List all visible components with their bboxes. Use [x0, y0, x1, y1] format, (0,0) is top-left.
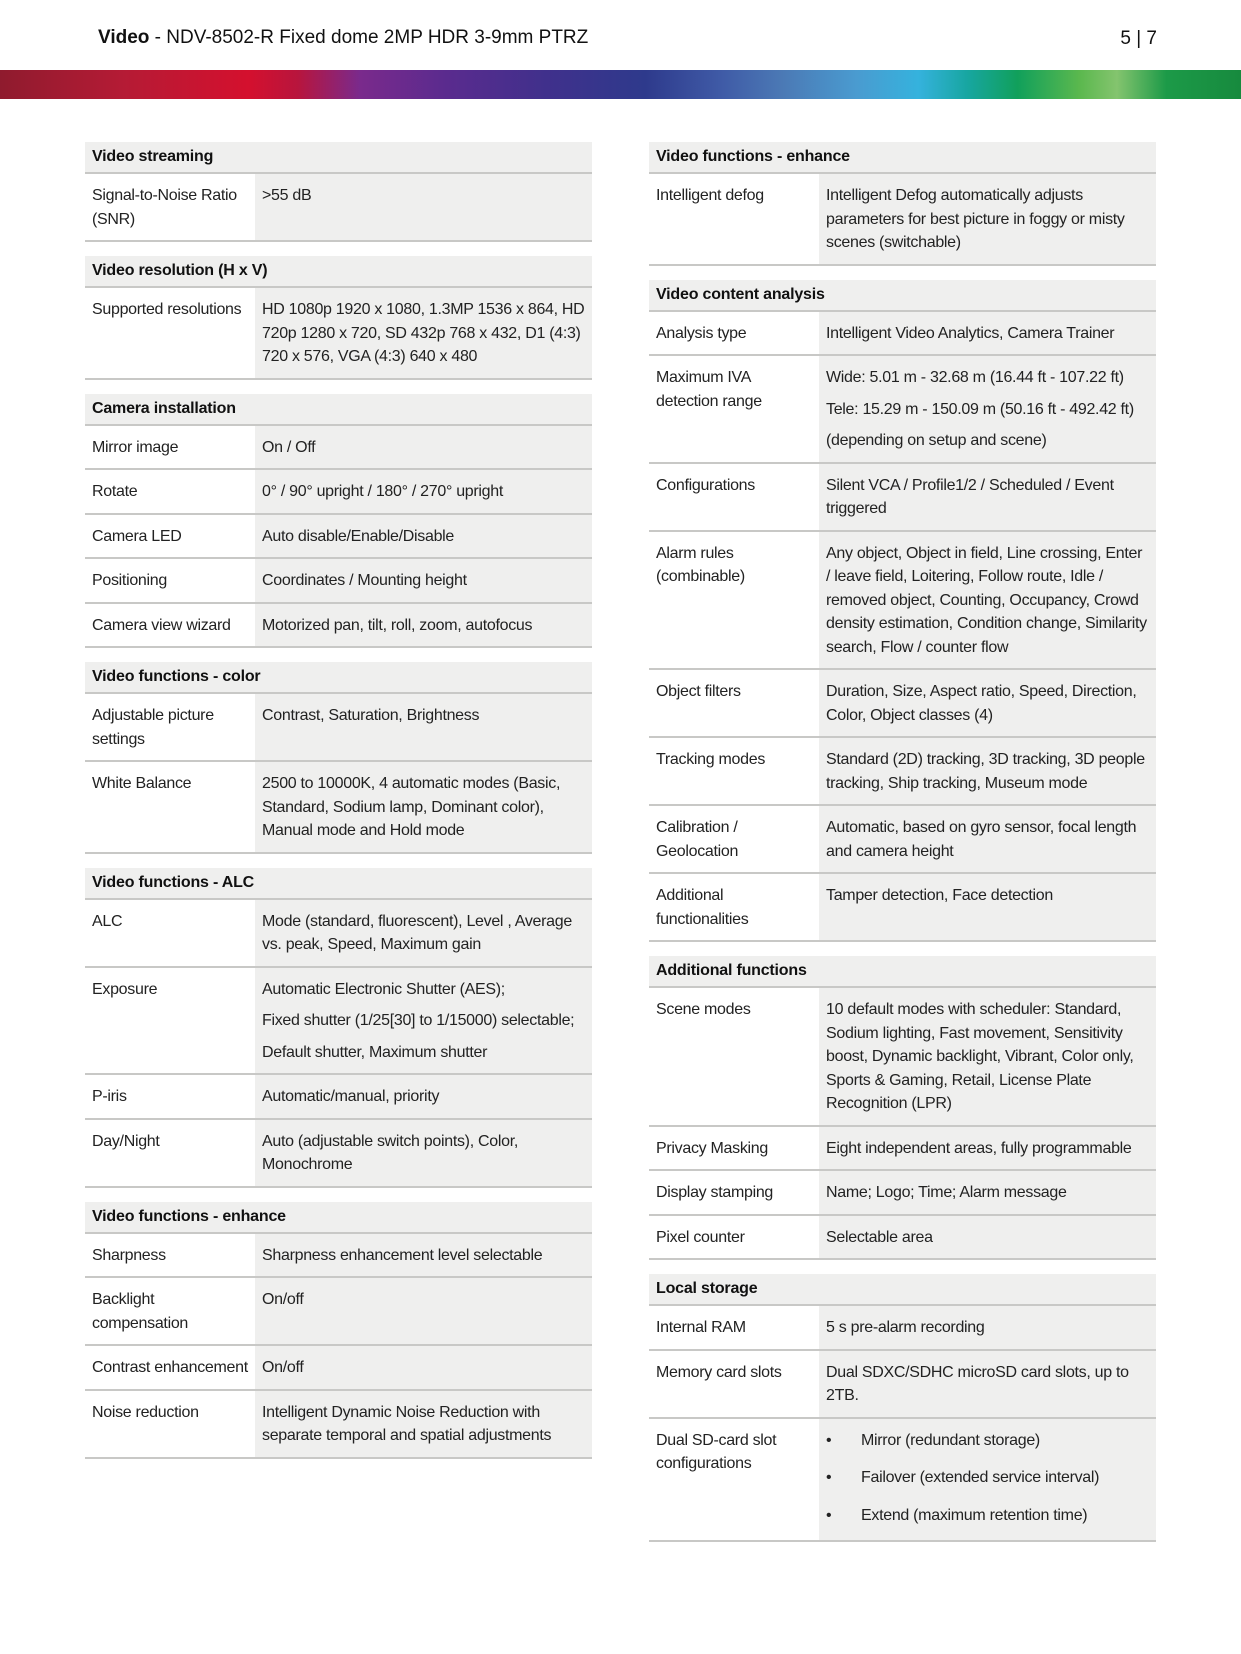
spec-label: Exposure — [85, 968, 255, 1074]
spec-value-line: 5 s pre-alarm recording — [826, 1319, 985, 1336]
spec-row-adjustable-picture-settings — [85, 694, 592, 762]
spec-row-maximum-iva-detection-range — [649, 356, 1156, 464]
spec-row-object-filters — [649, 670, 1156, 738]
section-heading: Local storage — [649, 1274, 1156, 1306]
spec-value-line: On/off — [262, 1359, 304, 1376]
spec-row-dual-sd-card-slot-configurations — [649, 1419, 1156, 1543]
spec-value-line: Auto (adjustable switch points), Color, Monochrome — [262, 1132, 518, 1173]
spec-value-line: Silent VCA / Profile1/2 / Scheduled / Event triggered — [826, 476, 1114, 517]
spec-value — [819, 356, 1156, 462]
spec-label: Calibration / Geolocation — [649, 806, 819, 872]
spec-value — [819, 874, 1156, 940]
bullet-item — [826, 1504, 1149, 1528]
spec-value — [819, 532, 1156, 669]
spec-row-day-night — [85, 1120, 592, 1188]
spec-section-video-streaming — [85, 142, 592, 242]
spec-label: Maximum IVA detection range — [649, 356, 819, 462]
document-title — [98, 27, 588, 49]
spec-value-line: Fixed shutter (1/25[30] to 1/15000) selectable; — [262, 1012, 575, 1029]
spec-value — [255, 762, 592, 852]
spec-label: Noise reduction — [85, 1391, 255, 1457]
spec-label: White Balance — [85, 762, 255, 852]
spec-label: Configurations — [649, 464, 819, 530]
spec-section-additional-functions — [649, 956, 1156, 1260]
spec-label: Rotate — [85, 470, 255, 513]
spec-label: P-iris — [85, 1075, 255, 1118]
spec-section-video-functions-alc — [85, 868, 592, 1188]
page-header — [0, 0, 1241, 70]
spec-value — [819, 670, 1156, 736]
spec-value — [255, 470, 592, 513]
spec-row-signal-to-noise-ratio-snr — [85, 174, 592, 242]
spec-value — [255, 1278, 592, 1344]
spec-label: Alarm rules (combinable) — [649, 532, 819, 669]
spec-row-privacy-masking — [649, 1127, 1156, 1172]
spec-value-line: Selectable area — [826, 1228, 933, 1246]
section-heading: Video functions - enhance — [649, 142, 1156, 174]
spec-label: Camera view wizard — [85, 604, 255, 647]
spec-row-rotate — [85, 470, 592, 515]
spec-row-exposure — [85, 968, 592, 1076]
spec-label: Contrast enhancement — [85, 1346, 255, 1389]
spec-row-positioning — [85, 559, 592, 604]
spec-value — [255, 604, 592, 647]
spec-row-memory-card-slots — [649, 1351, 1156, 1419]
spec-value-line: Mode (standard, fluorescent), Level , Average vs. peak, Speed, Maximum gain — [262, 912, 572, 953]
spec-label: Intelligent defog — [649, 174, 819, 264]
spec-label: Dual SD-card slot configurations — [649, 1419, 819, 1541]
spec-value — [255, 515, 592, 558]
spec-section-local-storage — [649, 1274, 1156, 1542]
spec-value — [255, 1391, 592, 1457]
section-heading: Additional functions — [649, 956, 1156, 988]
section-heading: Video content analysis — [649, 280, 1156, 312]
spec-label: Tracking modes — [649, 738, 819, 804]
spec-value — [819, 312, 1156, 355]
spec-value — [255, 1075, 592, 1118]
spec-value-line: HD 1080p 1920 x 1080, 1.3MP 1536 x 864, HD 720p 1280 x 720, SD 432p 768 x 432, D1 (4:3) 720 x 576, VGA (4:3) 640 x 480 — [262, 301, 585, 365]
bullet-text: Extend (maximum retention time) — [861, 1506, 1088, 1524]
spec-value-line: Name; Logo; Time; Alarm message — [826, 1184, 1067, 1201]
spec-row-alc — [85, 900, 592, 968]
spec-value-line: Eight independent areas, fully programmable — [826, 1139, 1132, 1157]
spec-value — [819, 1351, 1156, 1417]
spec-value-line: Sharpness enhancement level selectable — [262, 1246, 543, 1264]
spec-value-line: 2500 to 10000K, 4 automatic modes (Basic, Standard, Sodium lamp, Dominant color), Manual mode and Hold mode — [262, 775, 561, 839]
spec-value-line: >55 dB — [262, 187, 312, 204]
spec-row-tracking-modes — [649, 738, 1156, 806]
spec-value-line: Contrast, Saturation, Brightness — [262, 707, 480, 724]
spec-value — [255, 1346, 592, 1389]
spec-value-line: Intelligent Defog automatically adjusts parameters for best picture in foggy or misty scenes (switchable) — [826, 187, 1125, 251]
spec-label: Positioning — [85, 559, 255, 602]
spec-label: Backlight compensation — [85, 1278, 255, 1344]
bullet-icon: • — [826, 1506, 832, 1524]
spec-value — [255, 1120, 592, 1186]
bullet-item — [826, 1466, 1149, 1490]
spec-row-alarm-rules-combinable — [649, 532, 1156, 671]
spec-label: Adjustable picture settings — [85, 694, 255, 760]
spec-value — [255, 1234, 592, 1277]
spec-label: Mirror image — [85, 426, 255, 469]
spec-label: Internal RAM — [649, 1306, 819, 1349]
spec-value — [819, 174, 1156, 264]
spec-row-intelligent-defog — [649, 174, 1156, 266]
left-column — [85, 142, 592, 1473]
spec-label: Sharpness — [85, 1234, 255, 1277]
spec-value — [819, 806, 1156, 872]
spec-row-calibration-geolocation — [649, 806, 1156, 874]
spec-row-p-iris — [85, 1075, 592, 1120]
spec-row-white-balance — [85, 762, 592, 854]
spec-value-line: Coordinates / Mounting height — [262, 572, 467, 589]
spec-row-noise-reduction — [85, 1391, 592, 1459]
bullet-icon: • — [826, 1431, 832, 1449]
spec-label: Camera LED — [85, 515, 255, 558]
spec-value-line: Intelligent Video Analytics, Camera Trainer — [826, 324, 1115, 342]
spec-row-backlight-compensation — [85, 1278, 592, 1346]
spec-label: Object filters — [649, 670, 819, 736]
spec-value-line: On / Off — [262, 438, 316, 456]
spec-row-camera-led — [85, 515, 592, 560]
spec-label: Memory card slots — [649, 1351, 819, 1417]
spec-value-line: Any object, Object in field, Line crossing, Enter / leave field, Loitering, Follow route, Idle / removed object, Counting, Occupancy, Crowd density estimation, Condition change, Similarity search, Flow / counter flow — [826, 544, 1147, 656]
spec-value-line: Tamper detection, Face detection — [826, 887, 1053, 904]
spec-value — [255, 559, 592, 602]
spec-value-line: (depending on setup and scene) — [826, 432, 1047, 449]
spec-value — [819, 738, 1156, 804]
section-heading: Video resolution (H x V) — [85, 256, 592, 288]
spec-row-pixel-counter — [649, 1216, 1156, 1261]
spec-row-contrast-enhancement — [85, 1346, 592, 1391]
spec-value-line: On/off — [262, 1291, 304, 1308]
spec-row-sharpness — [85, 1234, 592, 1279]
spec-label: Additional functionalities — [649, 874, 819, 940]
spec-value — [819, 464, 1156, 530]
spec-value-line: Duration, Size, Aspect ratio, Speed, Direction, Color, Object classes (4) — [826, 683, 1137, 724]
spec-section-camera-installation — [85, 394, 592, 649]
spec-row-scene-modes — [649, 988, 1156, 1127]
spec-value — [819, 1127, 1156, 1170]
spec-row-internal-ram — [649, 1306, 1156, 1351]
spec-label: Pixel counter — [649, 1216, 819, 1259]
spec-row-mirror-image — [85, 426, 592, 471]
spec-value-line: Default shutter, Maximum shutter — [262, 1043, 488, 1061]
spec-label: Supported resolutions — [85, 288, 255, 378]
spec-value — [255, 968, 592, 1074]
section-heading: Camera installation — [85, 394, 592, 426]
color-band — [0, 70, 1241, 99]
spec-section-video-functions-color — [85, 662, 592, 854]
section-heading: Video functions - color — [85, 662, 592, 694]
spec-value — [255, 426, 592, 469]
spec-row-display-stamping — [649, 1171, 1156, 1216]
spec-label: ALC — [85, 900, 255, 966]
page-number: 5 | 7 — [1120, 28, 1157, 49]
spec-label: Signal-to-Noise Ratio (SNR) — [85, 174, 255, 240]
spec-value-line: Dual SDXC/SDHC microSD card slots, up to 2TB. — [826, 1363, 1129, 1404]
spec-value — [819, 1216, 1156, 1259]
spec-row-configurations — [649, 464, 1156, 532]
spec-value-line: Automatic/manual, priority — [262, 1088, 440, 1105]
spec-row-additional-functionalities — [649, 874, 1156, 942]
spec-value — [255, 288, 592, 378]
spec-value — [819, 1419, 1156, 1541]
spec-row-camera-view-wizard — [85, 604, 592, 649]
spec-value-line: Intelligent Dynamic Noise Reduction with separate temporal and spatial adjustments — [262, 1403, 552, 1444]
section-heading: Video functions - enhance — [85, 1202, 592, 1234]
spec-value — [819, 1306, 1156, 1349]
spec-label: Scene modes — [649, 988, 819, 1125]
spec-value-line: Standard (2D) tracking, 3D tracking, 3D people tracking, Ship tracking, Museum mode — [826, 751, 1145, 792]
spec-value-line: Motorized pan, tilt, roll, zoom, autofocus — [262, 616, 533, 634]
right-column — [649, 142, 1156, 1556]
spec-section-video-content-analysis — [649, 280, 1156, 943]
spec-value-line: Auto disable/Enable/Disable — [262, 527, 455, 545]
bullet-text: Failover (extended service interval) — [861, 1469, 1100, 1486]
document-title-rest: - NDV-8502-R Fixed dome 2MP HDR 3-9mm PTRZ — [149, 27, 589, 48]
spec-value-line: 0° / 90° upright / 180° / 270° upright — [262, 483, 504, 500]
spec-label: Analysis type — [649, 312, 819, 355]
spec-value-line: Automatic Electronic Shutter (AES); — [262, 980, 505, 998]
spec-value-line: Automatic, based on gyro sensor, focal length and camera height — [826, 819, 1137, 860]
spec-row-supported-resolutions — [85, 288, 592, 380]
bullet-text: Mirror (redundant storage) — [861, 1431, 1040, 1449]
document-title-bold: Video — [98, 27, 150, 48]
spec-value — [255, 694, 592, 760]
bullet-item — [826, 1429, 1149, 1453]
spec-value-line: 10 default modes with scheduler: Standard, Sodium lighting, Fast movement, Sensitivity boost, Dynamic backlight, Vibrant, Color only, Sports & Gaming, Retail, License Plate Recognition (LPR) — [826, 1001, 1134, 1112]
spec-label: Privacy Masking — [649, 1127, 819, 1170]
section-heading: Video streaming — [85, 142, 592, 174]
spec-row-analysis-type — [649, 312, 1156, 357]
spec-label: Day/Night — [85, 1120, 255, 1186]
spec-section-video-functions-enhance — [85, 1202, 592, 1459]
spec-value-line: Tele: 15.29 m - 150.09 m (50.16 ft - 492.42 ft) — [826, 400, 1134, 418]
spec-value — [255, 900, 592, 966]
bullet-icon: • — [826, 1469, 832, 1486]
spec-section-video-resolution-h-x-v — [85, 256, 592, 380]
spec-label: Display stamping — [649, 1171, 819, 1214]
spec-value — [819, 1171, 1156, 1214]
spec-section-video-functions-enhance — [649, 142, 1156, 266]
spec-value — [255, 174, 592, 240]
spec-value-line: Wide: 5.01 m - 32.68 m (16.44 ft - 107.22 ft) — [826, 369, 1124, 386]
section-heading: Video functions - ALC — [85, 868, 592, 900]
spec-value — [819, 988, 1156, 1125]
